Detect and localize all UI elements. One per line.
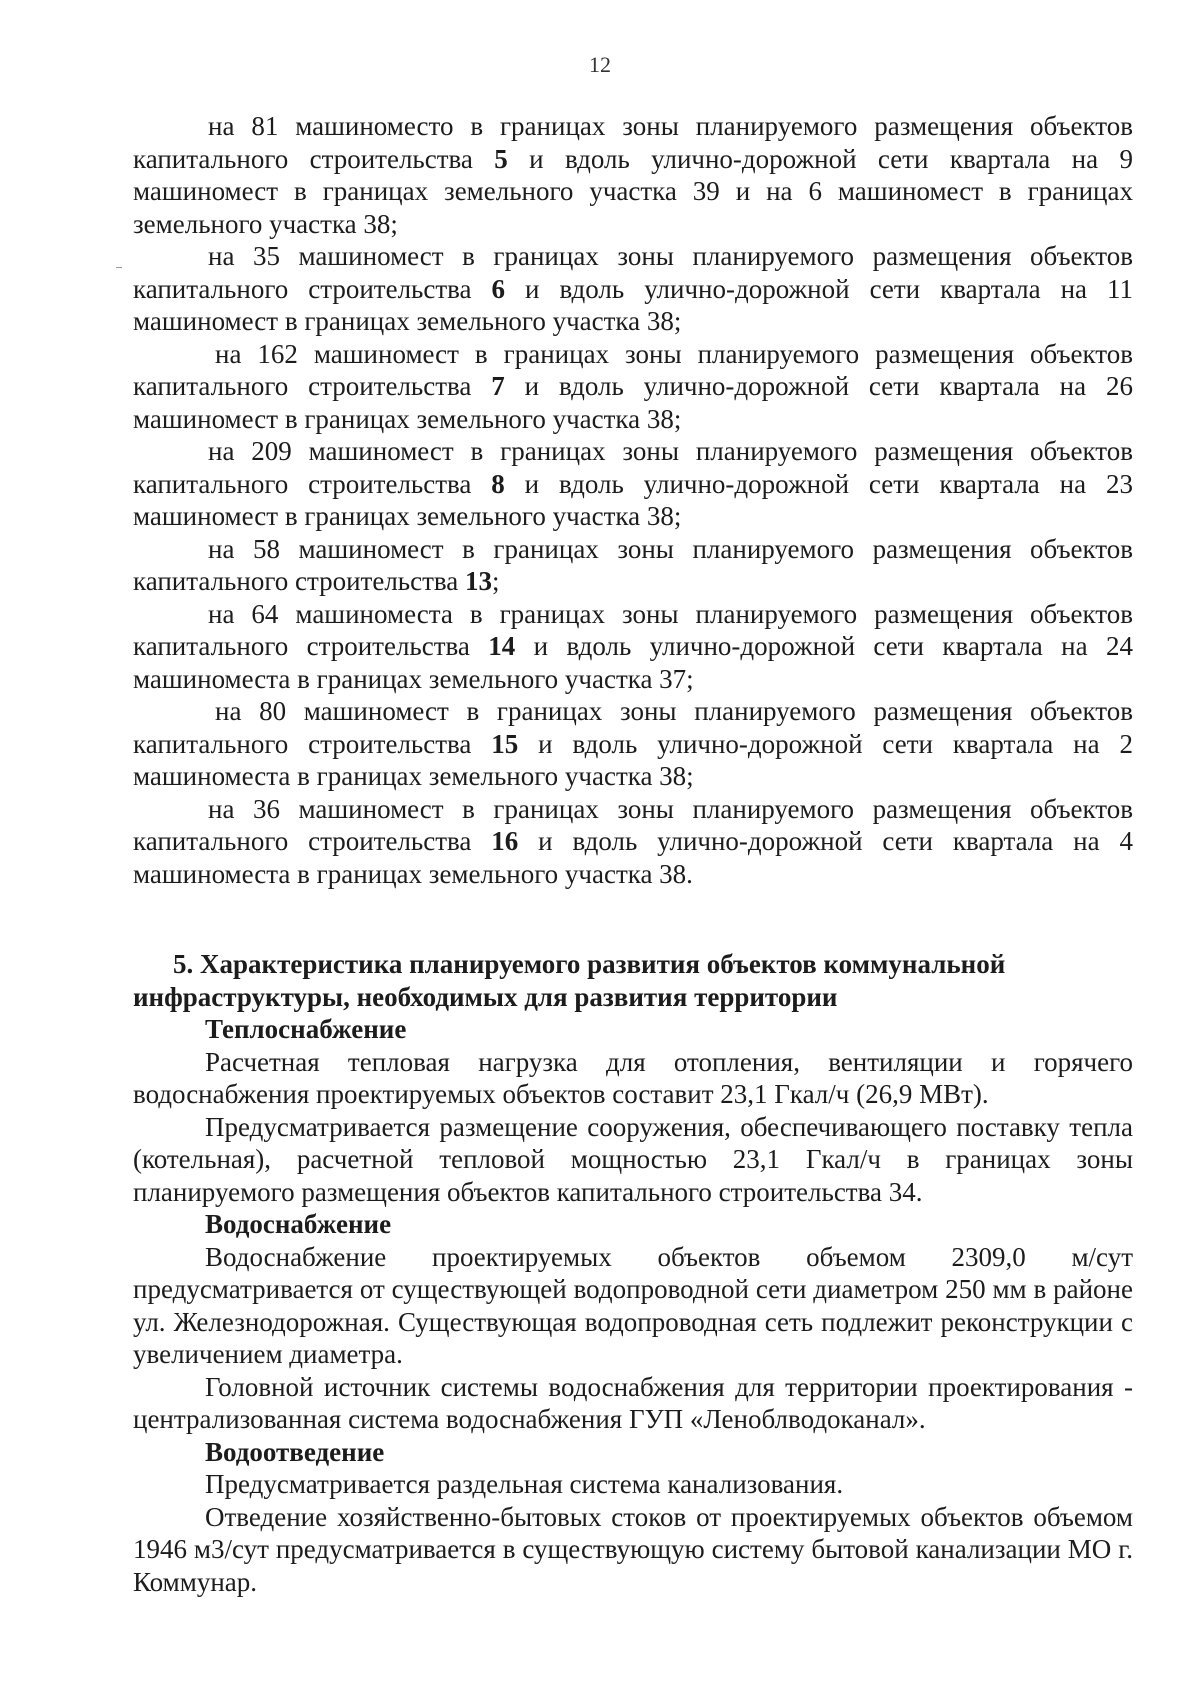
list-item: на 80 машиномест в границах зоны планируемого размещения объектов капитального строительства 15 и вдоль улично-дорожной сети квартала на 2 машиноместа в границах земельного участка 38;	[133, 696, 1133, 791]
list-item: на 162 машиномест в границах зоны планируемого размещения объектов капитального строительства 7 и вдоль улично-дорожной сети квартала на 26 машиномест в границах земельного участка 38;	[133, 338, 1133, 434]
object-number: 13	[465, 566, 493, 596]
sewerage-paragraph-system: Предусматривается раздельная система канализования.	[205, 1469, 844, 1499]
water-paragraph-source: Головной источник системы водоснабжения для территории проектирования - централизованная система водоснабжения ГУП «Леноблводоканал».	[133, 1371, 1133, 1434]
sewerage-paragraph-discharge: Отведение хозяйственно-бытовых стоков от проектируемых объектов объемом 1946 м3/сут предусматривается в существующую систему бытовой канализации МО г. Коммунар.	[133, 1501, 1133, 1597]
section-heading: 5. Характеристика планируемого развития объектов коммунальной инфраструктуры, необходимых для развития территории	[133, 949, 1006, 1012]
list-item: на 81 машиноместо в границах зоны планируемого размещения объектов капитального строительства 5 и вдоль улично-дорожной сети квартала на 9 машиномест в границах земельного участка 39 и на 6 машиномест в границах земельного участка 38;	[133, 111, 1133, 239]
water-paragraph-network: Водоснабжение проектируемых объектов объемом 2309,0 м/сут предусматривается от существующей водопроводной сети диаметром 250 мм в районе ул. Железнодорожная. Существующая водопроводная сеть подлежит реконструкции с увеличением диаметра.	[133, 1241, 1133, 1369]
object-number: 5	[494, 143, 508, 174]
sewerage-heading: Водоотведение	[205, 1436, 385, 1467]
object-number: 6	[491, 273, 506, 304]
object-number: 7	[491, 371, 505, 401]
object-number: 15	[491, 728, 519, 759]
list-item: на 36 машиномест в границах зоны планируемого размещения объектов капитального строительства 16 и вдоль улично-дорожной сети квартала на 4 машиноместа в границах земельного участка 38.	[133, 793, 1133, 889]
list-item: на 209 машиномест в границах зоны планируемого размещения объектов капитального строительства 8 и вдоль улично-дорожной сети квартала на 23 машиномест в границах земельного участка 38;	[133, 436, 1133, 531]
heat-paragraph-boiler: Предусматривается размещение сооружения, обеспечивающего поставку тепла (котельная), расчетной тепловой мощностью 23,1 Гкал/ч в границах зоны планируемого размещения объектов капитального строительства 34.	[133, 1111, 1133, 1207]
object-number: 8	[491, 468, 505, 499]
page-content	[133, 110, 1133, 1598]
parking-list	[133, 110, 1133, 890]
object-number: 16	[491, 826, 519, 856]
water-supply-heading: Водоснабжение	[205, 1209, 392, 1239]
list-item: на 64 машиноместа в границах зоны планируемого размещения объектов капитального строительства 14 и вдоль улично-дорожной сети квартала на 24 машиноместа в границах земельного участка 37;	[133, 598, 1133, 694]
object-number: 14	[488, 631, 516, 661]
heat-supply-heading: Теплоснабжение	[205, 1014, 407, 1044]
heat-paragraph-load: Расчетная тепловая нагрузка для отопления, вентиляции и горячего водоснабжения проектируемых объектов составит 23,1 Гкал/ч (26,9 МВт).	[133, 1046, 1133, 1109]
list-item: на 58 машиномест в границах зоны планируемого размещения объектов капитального строительства 13;	[133, 533, 1133, 596]
page-number: 12	[589, 52, 611, 77]
scan-speck	[116, 267, 122, 268]
list-item: на 35 машиномест в границах зоны планируемого размещения объектов капитального строительства 6 и вдоль улично-дорожной сети квартала на 11 машиномест в границах земельного участка 38;	[133, 241, 1133, 336]
